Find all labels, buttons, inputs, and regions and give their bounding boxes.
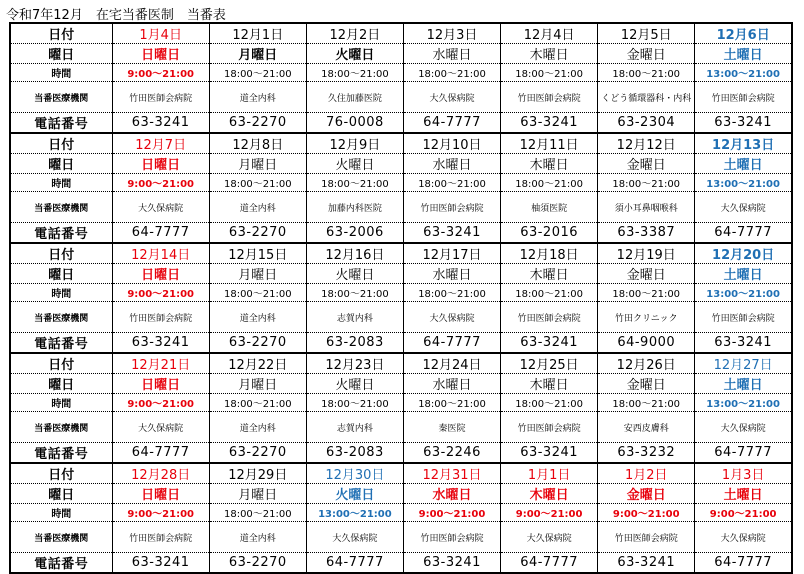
date-cell: 12月17日: [403, 243, 500, 264]
date-cell: 12月10日: [403, 133, 500, 154]
date-cell: 12月6日: [695, 23, 792, 44]
weekday-row-label: 曜日: [10, 44, 112, 64]
time-cell: 18:00～21:00: [598, 174, 695, 192]
hospital-cell: 竹田医師会病院: [403, 522, 500, 553]
weekday-cell: 火曜日: [306, 484, 403, 504]
time-cell: 18:00～21:00: [209, 64, 306, 82]
date-cell: 12月20日: [695, 243, 792, 264]
time-cell: 18:00～21:00: [209, 394, 306, 412]
date-cell: 12月12日: [598, 133, 695, 154]
phone-cell: 64-7777: [501, 553, 598, 574]
time-cell: 9:00～21:00: [112, 64, 209, 82]
phone-row-label: 電話番号: [10, 553, 112, 574]
date-cell: 12月5日: [598, 23, 695, 44]
date-row-label: 日付: [10, 463, 112, 484]
hospital-cell: 秦医院: [403, 412, 500, 443]
hospital-cell: 安西皮膚科: [598, 412, 695, 443]
time-cell: 9:00～21:00: [112, 394, 209, 412]
phone-cell: 63-3241: [501, 443, 598, 464]
phone-cell: 63-2270: [209, 223, 306, 244]
hospital-cell: 大久保病院: [695, 522, 792, 553]
week-5-weekday-row: [10, 484, 792, 504]
date-cell: 12月9日: [306, 133, 403, 154]
phone-cell: 63-3387: [598, 223, 695, 244]
date-cell: 12月23日: [306, 353, 403, 374]
weekday-cell: 水曜日: [403, 44, 500, 64]
week-5-hospital-row: [10, 522, 792, 553]
time-cell: 13:00～21:00: [695, 64, 792, 82]
hospital-cell: 竹田医師会病院: [112, 522, 209, 553]
weekday-cell: 水曜日: [403, 154, 500, 174]
time-cell: 18:00～21:00: [501, 284, 598, 302]
week-3-hospital-row: [10, 302, 792, 333]
hospital-cell: 須小耳鼻咽喉科: [598, 192, 695, 223]
weekday-row-label: 曜日: [10, 264, 112, 284]
phone-cell: 64-7777: [403, 113, 500, 134]
hospital-cell: 竹田医師会病院: [695, 302, 792, 333]
hospital-cell: 加藤内科医院: [306, 192, 403, 223]
date-cell: 12月14日: [112, 243, 209, 264]
weekday-cell: 水曜日: [403, 264, 500, 284]
date-cell: 1月2日: [598, 463, 695, 484]
time-cell: 9:00～21:00: [112, 284, 209, 302]
date-cell: 12月30日: [306, 463, 403, 484]
phone-cell: 63-3241: [501, 333, 598, 354]
hospital-row-label: 当番医療機関: [10, 522, 112, 553]
weekday-cell: 木曜日: [501, 44, 598, 64]
weekday-row-label: 曜日: [10, 374, 112, 394]
hospital-cell: 道全内科: [209, 302, 306, 333]
phone-cell: 63-3241: [112, 113, 209, 134]
weekday-cell: 水曜日: [403, 484, 500, 504]
week-4-hospital-row: [10, 412, 792, 443]
phone-cell: 63-2270: [209, 443, 306, 464]
time-cell: 18:00～21:00: [501, 64, 598, 82]
weekday-row-label: 曜日: [10, 154, 112, 174]
hospital-cell: 志賀内科: [306, 302, 403, 333]
date-cell: 12月31日: [403, 463, 500, 484]
phone-cell: 64-7777: [695, 443, 792, 464]
date-cell: 12月1日: [209, 23, 306, 44]
hospital-cell: 竹田医師会病院: [112, 82, 209, 113]
hospital-cell: 大久保病院: [403, 302, 500, 333]
time-cell: 9:00～21:00: [112, 174, 209, 192]
date-cell: 12月29日: [209, 463, 306, 484]
week-5-phone-row: [10, 553, 792, 574]
time-cell: 13:00～21:00: [695, 174, 792, 192]
hospital-cell: 竹田医師会病院: [598, 522, 695, 553]
date-row-label: 日付: [10, 353, 112, 374]
week-3-weekday-row: [10, 264, 792, 284]
time-cell: 18:00～21:00: [598, 394, 695, 412]
date-cell: 12月2日: [306, 23, 403, 44]
hospital-cell: 竹田医師会病院: [501, 302, 598, 333]
date-cell: 12月3日: [403, 23, 500, 44]
time-cell: 18:00～21:00: [306, 284, 403, 302]
week-2-weekday-row: [10, 154, 792, 174]
time-row-label: 時間: [10, 504, 112, 522]
hospital-cell: 竹田医師会病院: [695, 82, 792, 113]
hospital-cell: 竹田医師会病院: [501, 82, 598, 113]
phone-cell: 63-3241: [695, 113, 792, 134]
hospital-cell: 竹田医師会病院: [501, 412, 598, 443]
weekday-cell: 火曜日: [306, 374, 403, 394]
time-cell: 9:00～21:00: [598, 504, 695, 522]
date-row-label: 日付: [10, 243, 112, 264]
phone-cell: 63-3232: [598, 443, 695, 464]
phone-cell: 63-3241: [501, 113, 598, 134]
weekday-cell: 火曜日: [306, 154, 403, 174]
time-cell: 18:00～21:00: [403, 174, 500, 192]
week-4-phone-row: [10, 443, 792, 464]
time-cell: 9:00～21:00: [695, 504, 792, 522]
phone-cell: 64-7777: [695, 223, 792, 244]
weekday-cell: 月曜日: [209, 154, 306, 174]
phone-cell: 63-3241: [403, 223, 500, 244]
weekday-cell: 土曜日: [695, 484, 792, 504]
weekday-cell: 金曜日: [598, 484, 695, 504]
date-cell: 12月27日: [695, 353, 792, 374]
date-cell: 12月24日: [403, 353, 500, 374]
time-cell: 18:00～21:00: [306, 174, 403, 192]
hospital-cell: 道全内科: [209, 192, 306, 223]
weekday-row-label: 曜日: [10, 484, 112, 504]
date-cell: 12月28日: [112, 463, 209, 484]
weekday-cell: 土曜日: [695, 264, 792, 284]
weekday-cell: 月曜日: [209, 264, 306, 284]
page-title: 令和7年12月 在宅当番医制 当番表: [6, 8, 226, 23]
phone-cell: 63-2083: [306, 333, 403, 354]
phone-cell: 63-2246: [403, 443, 500, 464]
weekday-cell: 日曜日: [112, 154, 209, 174]
hospital-cell: 大久保病院: [695, 192, 792, 223]
time-cell: 18:00～21:00: [306, 394, 403, 412]
date-cell: 12月13日: [695, 133, 792, 154]
date-row-label: 日付: [10, 23, 112, 44]
weekday-cell: 月曜日: [209, 484, 306, 504]
phone-cell: 63-3241: [112, 333, 209, 354]
hospital-cell: 柚須医院: [501, 192, 598, 223]
time-cell: 9:00～21:00: [501, 504, 598, 522]
phone-cell: 64-7777: [306, 553, 403, 574]
hospital-cell: くどう循環器科・内科: [598, 82, 695, 113]
date-cell: 12月25日: [501, 353, 598, 374]
hospital-cell: 大久保病院: [112, 192, 209, 223]
weekday-cell: 木曜日: [501, 154, 598, 174]
phone-cell: 63-2270: [209, 113, 306, 134]
weekday-cell: 日曜日: [112, 264, 209, 284]
date-cell: 12月16日: [306, 243, 403, 264]
phone-cell: 63-3241: [695, 333, 792, 354]
phone-cell: 63-2083: [306, 443, 403, 464]
hospital-cell: 久住加藤医院: [306, 82, 403, 113]
hospital-cell: 道全内科: [209, 412, 306, 443]
duty-schedule-table: [9, 22, 793, 574]
time-cell: 18:00～21:00: [403, 394, 500, 412]
phone-cell: 63-2270: [209, 553, 306, 574]
phone-cell: 76-0008: [306, 113, 403, 134]
weekday-cell: 金曜日: [598, 154, 695, 174]
hospital-row-label: 当番医療機関: [10, 192, 112, 223]
weekday-cell: 日曜日: [112, 374, 209, 394]
week-1-hospital-row: [10, 82, 792, 113]
hospital-cell: 志賀内科: [306, 412, 403, 443]
weekday-cell: 日曜日: [112, 484, 209, 504]
phone-cell: 63-3241: [403, 553, 500, 574]
hospital-cell: 大久保病院: [695, 412, 792, 443]
date-cell: 12月11日: [501, 133, 598, 154]
weekday-cell: 土曜日: [695, 374, 792, 394]
weekday-cell: 木曜日: [501, 374, 598, 394]
week-5-time-row: [10, 504, 792, 522]
time-row-label: 時間: [10, 394, 112, 412]
hospital-row-label: 当番医療機関: [10, 302, 112, 333]
hospital-cell: 道全内科: [209, 82, 306, 113]
phone-cell: 63-2270: [209, 333, 306, 354]
week-3-date-row: [10, 243, 792, 264]
week-3-phone-row: [10, 333, 792, 354]
phone-cell: 63-3241: [598, 553, 695, 574]
weekday-cell: 水曜日: [403, 374, 500, 394]
hospital-cell: 大久保病院: [306, 522, 403, 553]
weekday-cell: 金曜日: [598, 374, 695, 394]
date-cell: 1月4日: [112, 23, 209, 44]
week-1-date-row: [10, 23, 792, 44]
phone-cell: 64-7777: [112, 443, 209, 464]
date-cell: 1月3日: [695, 463, 792, 484]
time-cell: 18:00～21:00: [306, 64, 403, 82]
phone-cell: 64-7777: [695, 553, 792, 574]
weekday-cell: 木曜日: [501, 264, 598, 284]
phone-row-label: 電話番号: [10, 443, 112, 464]
week-1-weekday-row: [10, 44, 792, 64]
week-4-time-row: [10, 394, 792, 412]
time-cell: 9:00～21:00: [403, 504, 500, 522]
date-cell: 12月19日: [598, 243, 695, 264]
date-cell: 12月7日: [112, 133, 209, 154]
hospital-cell: 竹田クリニック: [598, 302, 695, 333]
time-cell: 18:00～21:00: [209, 284, 306, 302]
weekday-cell: 火曜日: [306, 264, 403, 284]
date-cell: 12月22日: [209, 353, 306, 374]
time-cell: 18:00～21:00: [209, 174, 306, 192]
date-cell: 12月8日: [209, 133, 306, 154]
hospital-cell: 大久保病院: [403, 82, 500, 113]
time-cell: 18:00～21:00: [598, 64, 695, 82]
time-row-label: 時間: [10, 174, 112, 192]
hospital-cell: 道全内科: [209, 522, 306, 553]
weekday-cell: 火曜日: [306, 44, 403, 64]
date-cell: 12月4日: [501, 23, 598, 44]
week-2-phone-row: [10, 223, 792, 244]
week-1-time-row: [10, 64, 792, 82]
hospital-row-label: 当番医療機関: [10, 82, 112, 113]
weekday-cell: 金曜日: [598, 264, 695, 284]
date-row-label: 日付: [10, 133, 112, 154]
week-2-date-row: [10, 133, 792, 154]
time-cell: 18:00～21:00: [501, 174, 598, 192]
time-cell: 9:00～21:00: [112, 504, 209, 522]
phone-cell: 63-3241: [112, 553, 209, 574]
weekday-cell: 木曜日: [501, 484, 598, 504]
phone-cell: 63-2016: [501, 223, 598, 244]
week-1-phone-row: [10, 113, 792, 134]
date-cell: 1月1日: [501, 463, 598, 484]
week-2-hospital-row: [10, 192, 792, 223]
weekday-cell: 土曜日: [695, 44, 792, 64]
phone-cell: 63-2304: [598, 113, 695, 134]
phone-cell: 64-9000: [598, 333, 695, 354]
time-cell: 18:00～21:00: [403, 64, 500, 82]
hospital-row-label: 当番医療機関: [10, 412, 112, 443]
weekday-cell: 月曜日: [209, 44, 306, 64]
time-cell: 18:00～21:00: [501, 394, 598, 412]
time-cell: 13:00～21:00: [695, 284, 792, 302]
date-cell: 12月26日: [598, 353, 695, 374]
phone-row-label: 電話番号: [10, 223, 112, 244]
phone-row-label: 電話番号: [10, 333, 112, 354]
weekday-cell: 月曜日: [209, 374, 306, 394]
time-cell: 18:00～21:00: [403, 284, 500, 302]
week-4-date-row: [10, 353, 792, 374]
week-2-time-row: [10, 174, 792, 192]
week-3-time-row: [10, 284, 792, 302]
date-cell: 12月15日: [209, 243, 306, 264]
weekday-cell: 土曜日: [695, 154, 792, 174]
phone-cell: 63-2006: [306, 223, 403, 244]
time-row-label: 時間: [10, 284, 112, 302]
hospital-cell: 竹田医師会病院: [403, 192, 500, 223]
week-4-weekday-row: [10, 374, 792, 394]
weekday-cell: 金曜日: [598, 44, 695, 64]
time-row-label: 時間: [10, 64, 112, 82]
week-5-date-row: [10, 463, 792, 484]
phone-cell: 64-7777: [403, 333, 500, 354]
hospital-cell: 竹田医師会病院: [112, 302, 209, 333]
time-cell: 13:00～21:00: [306, 504, 403, 522]
time-cell: 18:00～21:00: [598, 284, 695, 302]
hospital-cell: 大久保病院: [501, 522, 598, 553]
date-cell: 12月21日: [112, 353, 209, 374]
date-cell: 12月18日: [501, 243, 598, 264]
phone-cell: 64-7777: [112, 223, 209, 244]
time-cell: 13:00～21:00: [695, 394, 792, 412]
phone-row-label: 電話番号: [10, 113, 112, 134]
time-cell: 18:00～21:00: [209, 504, 306, 522]
hospital-cell: 大久保病院: [112, 412, 209, 443]
weekday-cell: 日曜日: [112, 44, 209, 64]
